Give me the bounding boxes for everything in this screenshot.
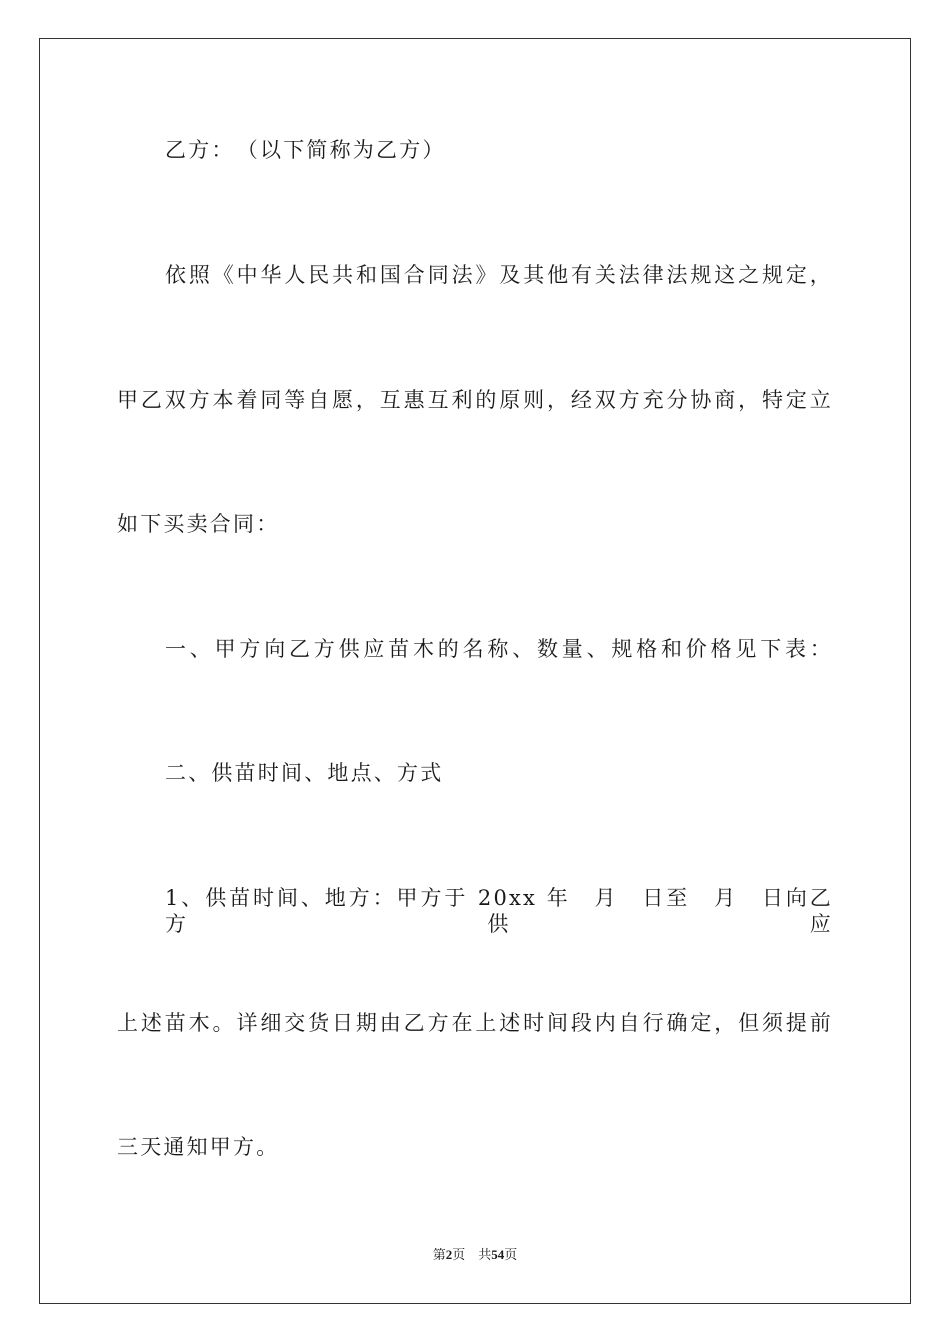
text-line-clause-1: 一、甲方向乙方供应苗木的名称、数量、规格和价格见下表： [165, 637, 833, 661]
footer-total-pages: 54 [491, 1247, 505, 1262]
page-footer [0, 1247, 950, 1263]
text-line-legal-basis: 依照《中华人民共和国合同法》及其他有关法律法规这之规定， [165, 263, 833, 287]
footer-page-prefix: 第 [432, 1247, 446, 1262]
footer-total-suffix: 页 [504, 1247, 518, 1262]
text-line-clause-2-1-end: 三天通知甲方。 [117, 1135, 280, 1159]
text-line-contract-intro: 如下买卖合同： [117, 512, 280, 536]
footer-page-number: 2 [445, 1247, 453, 1262]
text-line-clause-2-heading: 二、供苗时间、地点、方式 [165, 761, 444, 785]
footer-total-prefix: 共 [478, 1247, 492, 1262]
text-line-clause-2-1: 1、供苗时间、地方：甲方于 20xx 年 月 日至 月 日向乙方供应 [165, 886, 833, 936]
text-line-clause-2-1-cont: 上述苗木。详细交货日期由乙方在上述时间段内自行确定，但须提前 [117, 1011, 833, 1035]
text-line-principle: 甲乙双方本着同等自愿，互惠互利的原则，经双方充分协商，特定立 [117, 388, 833, 412]
footer-page-suffix: 页 [452, 1247, 466, 1262]
text-line-party-b: 乙方： （以下简称为乙方） [165, 138, 446, 162]
page-border [39, 38, 911, 1304]
